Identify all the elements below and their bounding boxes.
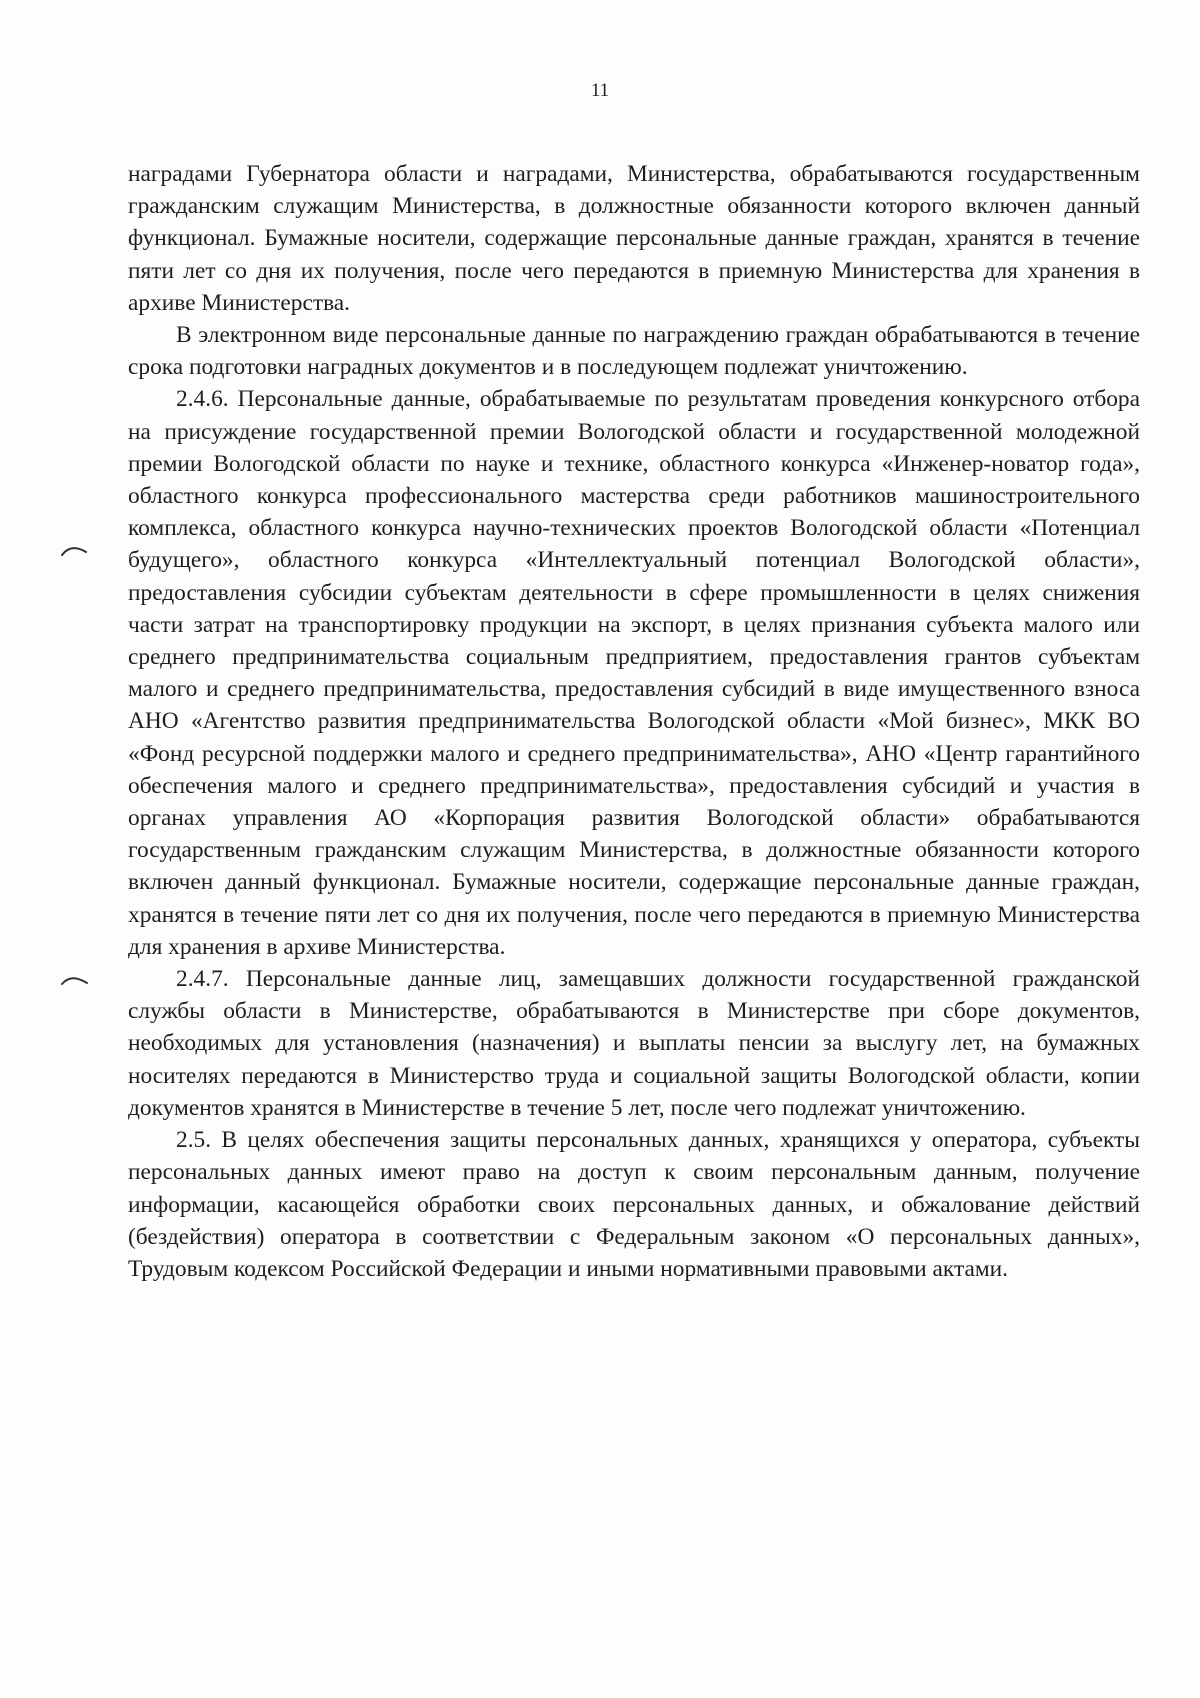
paragraph-2-4-6: 2.4.6. Персональные данные, обрабатываемые по результатам проведения конкурсного отбора на присуждение государственной премии Вологодской области и государственной молодежной премии Вологодской области по науке и технике, областного конкурса «Инженер-новатор года», областного конкурса профессионального мастерства среди работников машиностроительного комплекса, областного конкурса научно-технических проектов Вологодской области «Потенциал будущего», областного конкурса «Интеллектуальный потенциал Вологодской области», предоставления субсидии субъектам деятельности в сфере промышленности в целях снижения части затрат на транспортировку продукции на экспорт, в целях признания субъекта малого или среднего предпринимательства социальным предприятием, предоставления грантов субъектам малого и среднего предпринимательства, предоставления субсидий в виде имущественного взноса АНО «Агентство развития предпринимательства Вологодской области «Мой бизнес», МКК ВО «Фонд ресурсной поддержки малого и среднего предпринимательства», АНО «Центр гарантийного обеспечения малого и среднего предпринимательства», предоставления субсидий и участия в органах управления АО «Корпорация развития Вологодской области» обрабатываются государственным гражданским служащим Министерства, в должностные обязанности которого включен данный функционал. Бумажные носители, содержащие персональные данные граждан, хранятся в течение пяти лет со дня их получения, после чего передаются в приемную Министерства для хранения в архиве Министерства.	[128, 386, 1140, 960]
paragraph-2-4-7: 2.4.7. Персональные данные лиц, замещавших должности государственной гражданской службы области в Министерстве, обрабатываются в Министерстве при сборе документов, необходимых для установления (назначения) и выплаты пенсии за выслугу лет, на бумажных носителях передаются в Министерство труда и социальной защиты Вологодской области, копии документов хранятся в Министерстве в течение 5 лет, после чего подлежат уничтожению.	[128, 966, 1140, 1121]
margin-pen-mark-icon	[60, 544, 90, 558]
page-number: 11	[590, 80, 610, 101]
margin-pen-mark-icon	[60, 974, 90, 988]
paragraph-2-5: 2.5. В целях обеспечения защиты персональных данных, хранящихся у оператора, субъекты персональных данных имеют право на доступ к своим персональным данным, получение информации, касающейся обработки своих персональных данных, и обжалование действий (бездействия) оператора в соответствии с Федеральным законом «О персональных данных», Трудовым кодексом Российской Федерации и иными нормативными правовыми актами.	[128, 1127, 1140, 1282]
paragraph-awards-continuation: наградами Губернатора области и наградами, Министерства, обрабатываются государственным гражданским служащим Министерства, в должностные обязанности которого включен данный функционал. Бумажные носители, содержащие персональные данные граждан, хранятся в течение пяти лет со дня их получения, после чего передаются в приемную Министерства для хранения в архиве Министерства.	[128, 161, 1140, 316]
document-body	[128, 158, 1140, 1285]
paragraph-electronic-awards: В электронном виде персональные данные по награждению граждан обрабатываются в течение срока подготовки наградных документов и в последующем подлежат уничтожению.	[128, 322, 1140, 381]
